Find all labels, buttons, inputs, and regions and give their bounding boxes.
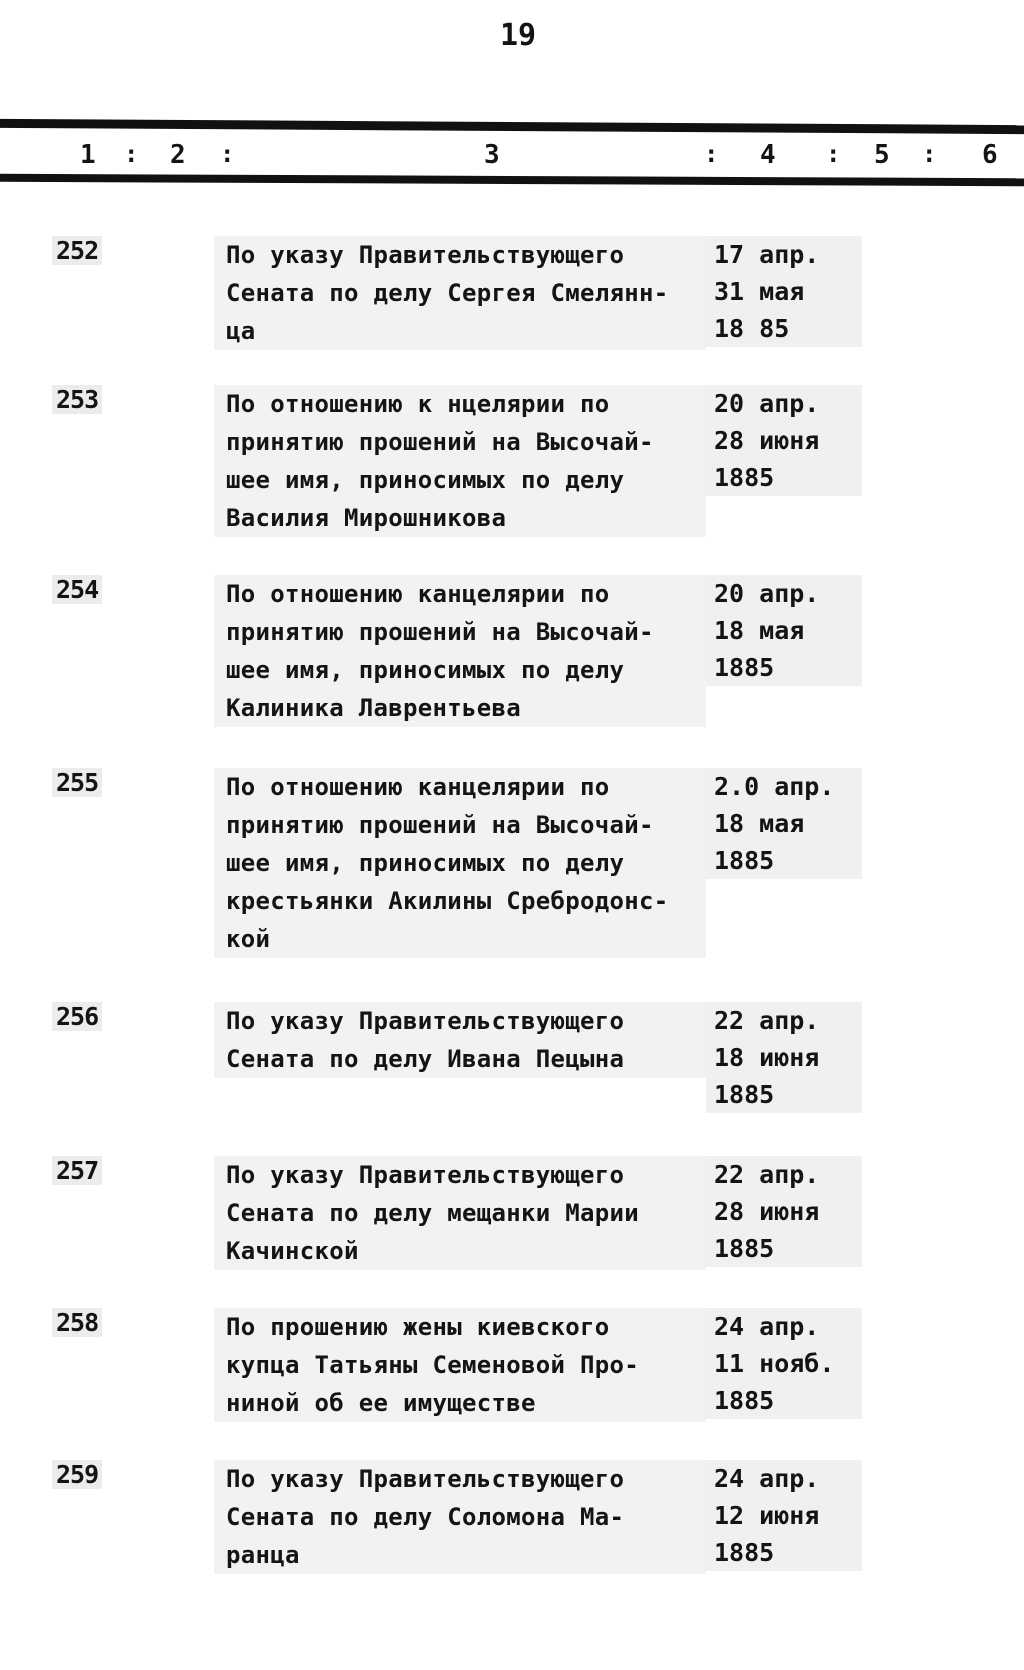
column-separator: : xyxy=(124,140,139,168)
entry-number: 254 xyxy=(52,575,102,604)
column-header-3: 3 xyxy=(484,140,500,170)
entry-dates xyxy=(706,236,862,347)
entry-date-start: 22 апр. xyxy=(714,1006,820,1035)
entry-date-end: 12 июня xyxy=(714,1501,820,1530)
column-separator: : xyxy=(826,140,841,168)
entry-date-year: 1885 xyxy=(714,653,775,682)
entry-description: По отношению канцелярии по принятию прошений на Высочай- шее имя, приносимых по делу Калиника Лаврентьева xyxy=(214,575,706,727)
entry-date-year: 18 85 xyxy=(714,314,790,343)
column-separator: : xyxy=(922,140,937,168)
entry-date-end: 31 мая xyxy=(714,277,805,306)
entry-number: 257 xyxy=(52,1156,102,1185)
entry-dates xyxy=(706,1156,862,1267)
entry-description: По указу Правительствующего Сената по делу мещанки Марии Качинской xyxy=(214,1156,706,1270)
entry-description: По прошению жены киевского купца Татьяны Семеновой Про- ниной об ее имуществе xyxy=(214,1308,706,1422)
entry-number: 252 xyxy=(52,236,102,265)
entry-date-year: 1885 xyxy=(714,463,775,492)
entry-number: 259 xyxy=(52,1460,102,1489)
entry-date-start: 20 апр. xyxy=(714,579,820,608)
entry-date-start: 20 апр. xyxy=(714,389,820,418)
entry-number: 253 xyxy=(52,385,102,414)
entry-number: 258 xyxy=(52,1308,102,1337)
entry-date-start: 24 апр. xyxy=(714,1312,820,1341)
entry-date-end: 28 июня xyxy=(714,426,820,455)
header-rule-bottom xyxy=(0,174,1024,186)
entry-dates xyxy=(706,768,862,879)
entry-date-end: 28 июня xyxy=(714,1197,820,1226)
page-number: 19 xyxy=(500,18,537,53)
entry-dates xyxy=(706,575,862,686)
entry-dates xyxy=(706,1460,862,1571)
entry-dates xyxy=(706,1002,862,1113)
entry-description: По отношению к нцелярии по принятию прошений на Высочай- шее имя, приносимых по делу Василия Мирошникова xyxy=(214,385,706,537)
entry-date-year: 1885 xyxy=(714,846,775,875)
entry-date-end: 18 мая xyxy=(714,809,805,838)
column-header xyxy=(0,122,1024,188)
entry-date-end: 18 июня xyxy=(714,1043,820,1072)
entry-date-year: 1885 xyxy=(714,1234,775,1263)
entry-date-start: 2.0 апр. xyxy=(714,772,835,801)
entry-dates xyxy=(706,1308,862,1419)
entry-number: 256 xyxy=(52,1002,102,1031)
entry-date-start: 22 апр. xyxy=(714,1160,820,1189)
column-header-6: 6 xyxy=(982,140,998,170)
column-separator: : xyxy=(704,140,719,168)
column-header-1: 1 xyxy=(80,140,96,170)
column-separator: : xyxy=(220,140,235,168)
entry-dates xyxy=(706,385,862,496)
entry-date-start: 17 апр. xyxy=(714,240,820,269)
entry-number: 255 xyxy=(52,768,102,797)
entry-date-year: 1885 xyxy=(714,1386,775,1415)
entry-description: По указу Правительствующего Сената по делу Соломона Ма- ранца xyxy=(214,1460,706,1574)
column-header-5: 5 xyxy=(874,140,890,170)
entry-date-start: 24 апр. xyxy=(714,1464,820,1493)
entry-date-end: 11 нояб. xyxy=(714,1349,835,1378)
entry-date-year: 1885 xyxy=(714,1080,775,1109)
entry-date-end: 18 мая xyxy=(714,616,805,645)
entry-description: По указу Правительствующего Сената по делу Ивана Пецына xyxy=(214,1002,706,1078)
entry-description: По указу Правительствующего Сената по делу Сергея Смелянн- ца xyxy=(214,236,706,350)
column-header-2: 2 xyxy=(170,140,186,170)
header-rule-top xyxy=(0,119,1024,134)
entry-description: По отношению канцелярии по принятию прошений на Высочай- шее имя, приносимых по делу крестьянки Акилины Сребродонс- кой xyxy=(214,768,706,958)
column-header-4: 4 xyxy=(760,140,776,170)
entry-date-year: 1885 xyxy=(714,1538,775,1567)
